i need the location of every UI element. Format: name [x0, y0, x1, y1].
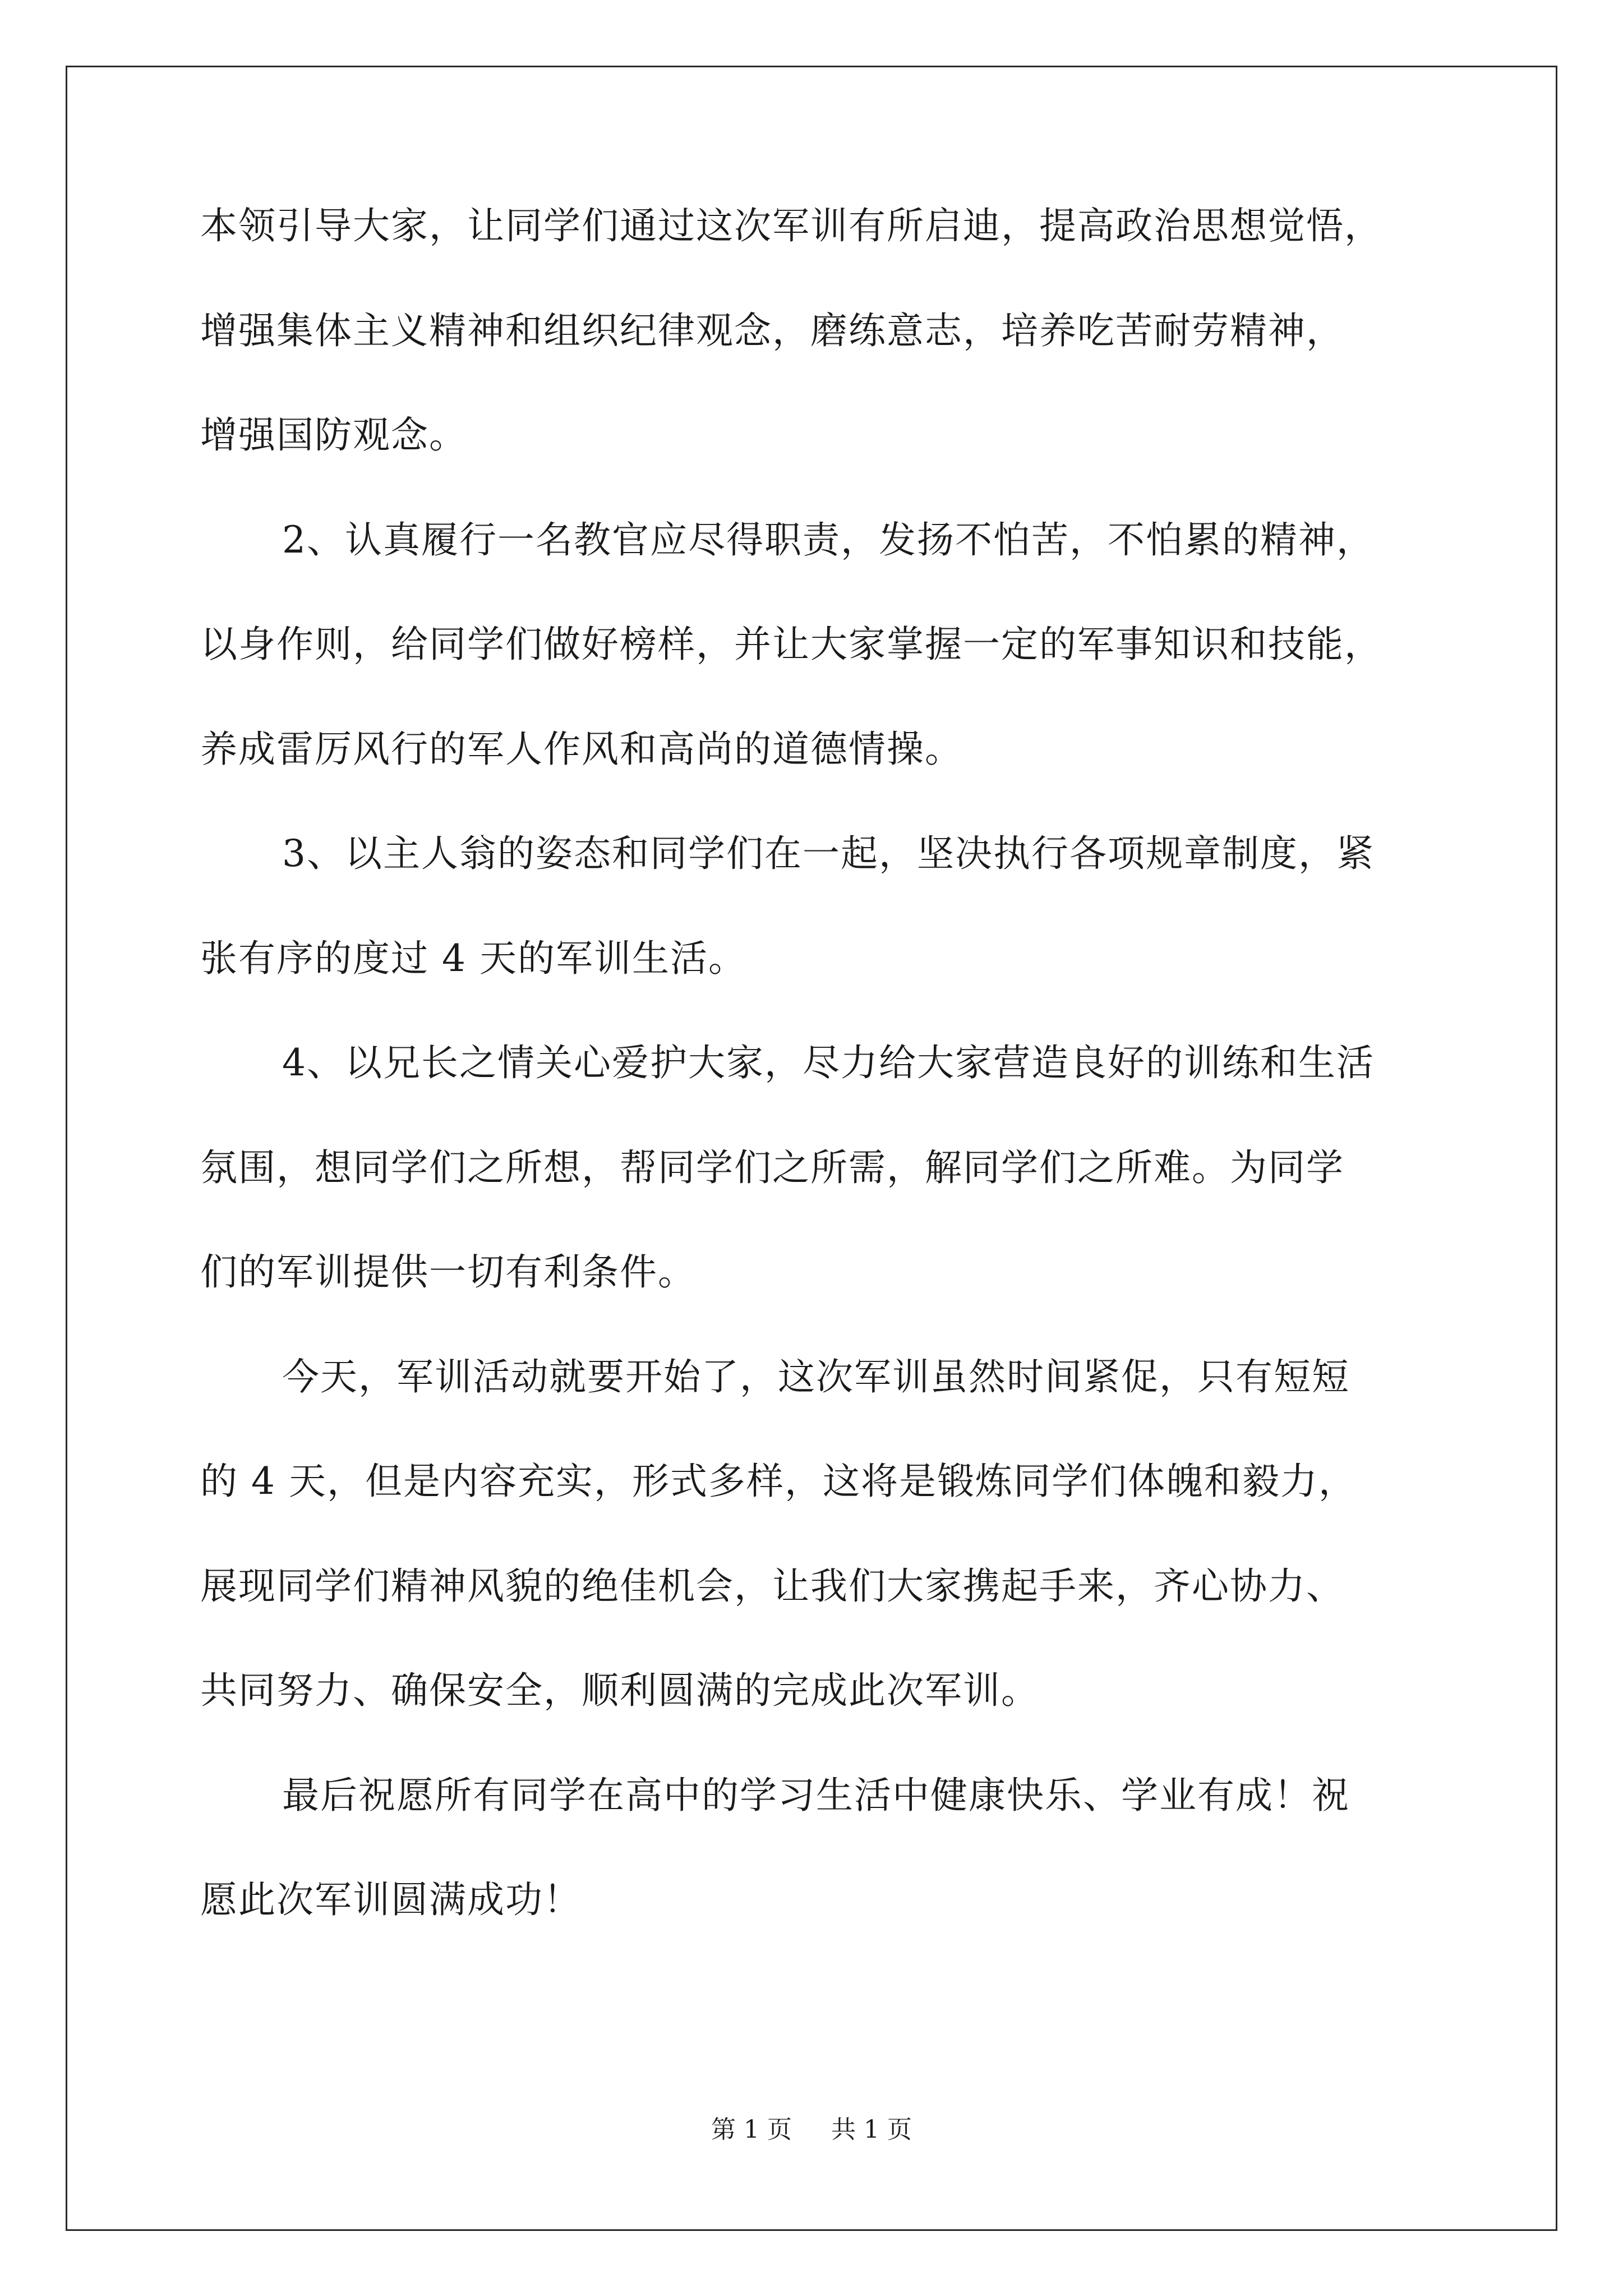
text-line: 们的军训提供一切有利条件。	[200, 1250, 696, 1294]
text-line: 愿此次军训圆满成功！	[200, 1878, 582, 1921]
text-line: 共同努力、确保安全，顺利圆满的完成此次军训。	[200, 1669, 1039, 1712]
page-number: 第 1 页	[711, 2115, 792, 2144]
paragraph-start-line: 3、以主人翁的姿态和同学们在一起，坚决执行各项规章制度，紧	[282, 832, 1375, 875]
page-footer	[0, 2115, 1623, 2144]
text-line: 以身作则，给同学们做好榜样，并让大家掌握一定的军事知识和技能，	[200, 623, 1382, 666]
paragraph-start-line: 最后祝愿所有同学在高中的学习生活中健康快乐、学业有成！祝	[282, 1773, 1350, 1817]
paragraph-start-line: 2、认真履行一名教官应尽得职责，发扬不怕苦，不怕累的精神，	[282, 518, 1375, 562]
text-line: 养成雷厉风行的军人作风和高尚的道德情操。	[200, 727, 963, 771]
text-line: 的 4 天，但是内容充实，形式多样，这将是锻炼同学们体魄和毅力，	[200, 1460, 1357, 1503]
text-line: 增强集体主义精神和组织纪律观念，磨练意志，培养吃苦耐劳精神，	[200, 309, 1344, 352]
paragraph-start-line: 4、以兄长之情关心爱护大家，尽力给大家营造良好的训练和生活	[282, 1041, 1375, 1084]
text-line: 展现同学们精神风貌的绝佳机会，让我们大家携起手来，齐心协力、	[200, 1564, 1344, 1608]
paragraph-start-line: 今天，军训活动就要开始了，这次军训虽然时间紧促，只有短短	[282, 1355, 1350, 1398]
document-body	[200, 204, 1434, 1986]
page-total: 共 1 页	[831, 2115, 912, 2144]
text-line: 本领引导大家，让同学们通过这次军训有所启迪，提高政治思想觉悟，	[200, 204, 1382, 247]
text-line: 增强国防观念。	[200, 413, 467, 457]
text-line: 张有序的度过 4 天的军训生活。	[200, 936, 746, 980]
text-line: 氛围，想同学们之所想，帮同学们之所需，解同学们之所难。为同学	[200, 1145, 1344, 1189]
